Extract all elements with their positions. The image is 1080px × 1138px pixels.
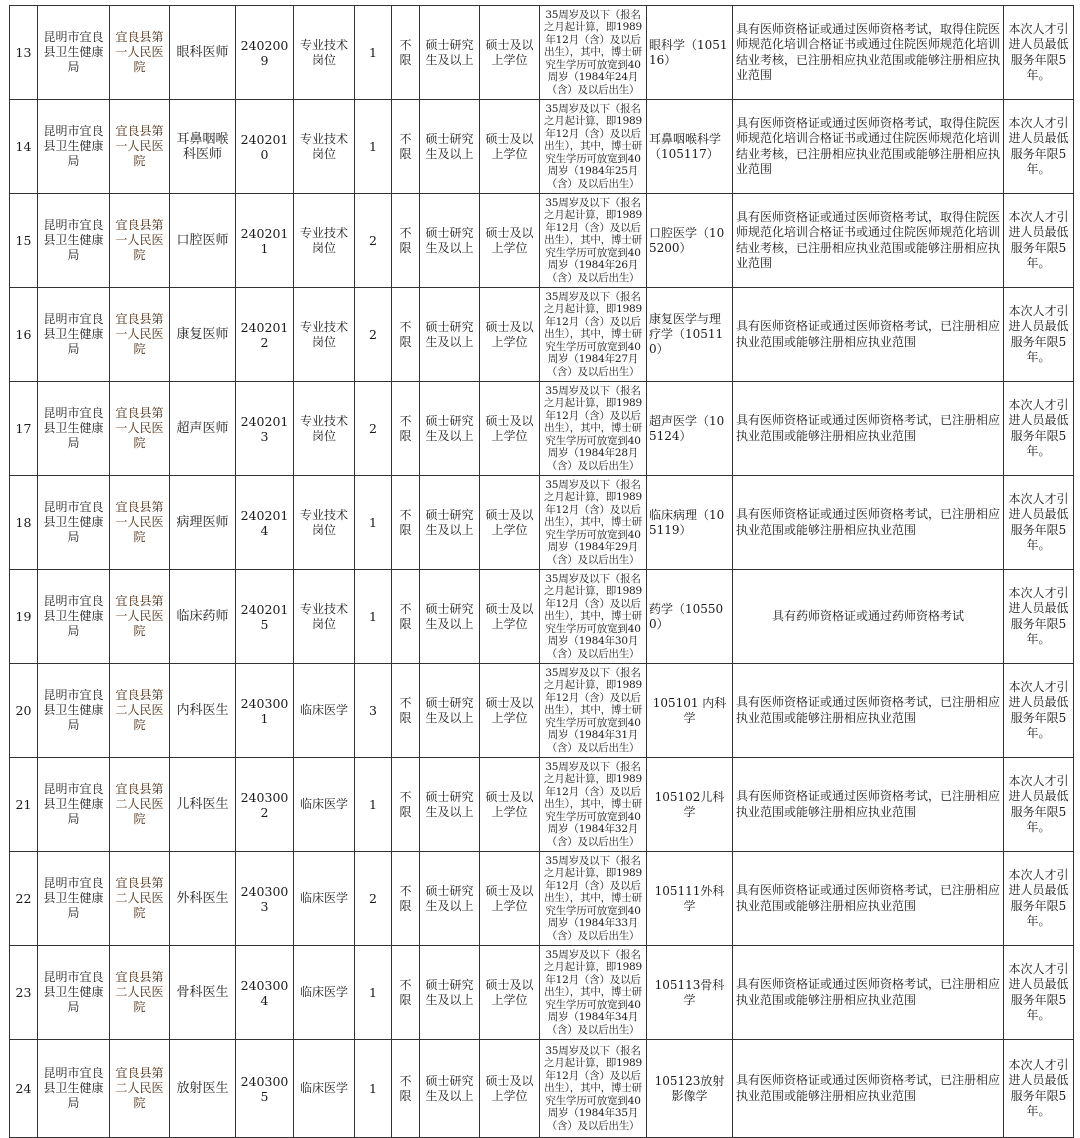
post-type-cell: 临床医学 <box>294 1040 355 1138</box>
headcount-cell: 1 <box>355 946 392 1040</box>
post-name-cell: 儿科医生 <box>170 758 236 852</box>
major-cell: 105113骨科学 <box>647 946 733 1040</box>
note-cell: 本次人才引进人员最低服务年限5年。 <box>1004 100 1074 194</box>
qualification-cell: 具有医师资格证或通过医师资格考试，取得住院医师规范化培训合格证书或通过住院医师规范化培训结业考核，已注册相应执业范围或能够注册相应执业范围 <box>733 100 1004 194</box>
headcount-cell: 1 <box>355 1040 392 1138</box>
hospital-cell: 宜良县第一人民医院 <box>110 570 170 664</box>
gender-limit-cell: 不限 <box>392 664 420 758</box>
gender-limit-cell: 不限 <box>392 288 420 382</box>
age-requirement-cell: 35周岁及以下（报名之月起计算，即1989年12月（含）及以后出生），其中，博士研究生学历可放宽到40周岁（1984年28月（含）及以后出生） <box>540 382 647 476</box>
department-cell: 昆明市宜良县卫生健康局 <box>38 852 110 946</box>
table-row <box>10 946 1074 1040</box>
table-row <box>10 570 1074 664</box>
major-cell: 105102儿科学 <box>647 758 733 852</box>
post-name-cell: 放射医生 <box>170 1040 236 1138</box>
row-number: 13 <box>10 6 38 100</box>
degree-cell: 硕士及以上学位 <box>480 382 540 476</box>
headcount-cell: 1 <box>355 570 392 664</box>
major-cell: 药学（105500） <box>647 570 733 664</box>
qualification-cell: 具有医师资格证或通过医师资格考试，已注册相应执业范围或能够注册相应执业范围 <box>733 758 1004 852</box>
major-cell: 耳鼻咽喉科学（105117） <box>647 100 733 194</box>
department-cell: 昆明市宜良县卫生健康局 <box>38 1040 110 1138</box>
post-code-cell: 2403003 <box>236 852 294 946</box>
department-cell: 昆明市宜良县卫生健康局 <box>38 664 110 758</box>
headcount-cell: 1 <box>355 758 392 852</box>
post-code-cell: 2403001 <box>236 664 294 758</box>
hospital-cell: 宜良县第一人民医院 <box>110 382 170 476</box>
gender-limit-cell: 不限 <box>392 946 420 1040</box>
education-cell: 硕士研究生及以上 <box>420 946 480 1040</box>
note-cell: 本次人才引进人员最低服务年限5年。 <box>1004 664 1074 758</box>
note-cell: 本次人才引进人员最低服务年限5年。 <box>1004 1040 1074 1138</box>
hospital-cell: 宜良县第一人民医院 <box>110 194 170 288</box>
age-requirement-cell: 35周岁及以下（报名之月起计算，即1989年12月（含）及以后出生），其中，博士研究生学历可放宽到40周岁（1984年34月（含）及以后出生） <box>540 946 647 1040</box>
degree-cell: 硕士及以上学位 <box>480 100 540 194</box>
major-cell: 105111外科学 <box>647 852 733 946</box>
row-number: 14 <box>10 100 38 194</box>
department-cell: 昆明市宜良县卫生健康局 <box>38 946 110 1040</box>
hospital-cell: 宜良县第二人民医院 <box>110 664 170 758</box>
major-cell: 超声医学（105124） <box>647 382 733 476</box>
headcount-cell: 2 <box>355 194 392 288</box>
table-row <box>10 476 1074 570</box>
education-cell: 硕士研究生及以上 <box>420 100 480 194</box>
qualification-cell: 具有医师资格证或通过医师资格考试，取得住院医师规范化培训合格证书或通过住院医师规范化培训结业考核，已注册相应执业范围或能够注册相应执业范围 <box>733 194 1004 288</box>
age-requirement-cell: 35周岁及以下（报名之月起计算，即1989年12月（含）及以后出生），其中，博士研究生学历可放宽到40周岁（1984年29月（含）及以后出生） <box>540 476 647 570</box>
row-number: 23 <box>10 946 38 1040</box>
post-code-cell: 2402009 <box>236 6 294 100</box>
degree-cell: 硕士及以上学位 <box>480 288 540 382</box>
department-cell: 昆明市宜良县卫生健康局 <box>38 570 110 664</box>
department-cell: 昆明市宜良县卫生健康局 <box>38 100 110 194</box>
gender-limit-cell: 不限 <box>392 1040 420 1138</box>
note-cell: 本次人才引进人员最低服务年限5年。 <box>1004 946 1074 1040</box>
qualification-cell: 具有医师资格证或通过医师资格考试，已注册相应执业范围或能够注册相应执业范围 <box>733 664 1004 758</box>
post-type-cell: 专业技术岗位 <box>294 100 355 194</box>
department-cell: 昆明市宜良县卫生健康局 <box>38 758 110 852</box>
education-cell: 硕士研究生及以上 <box>420 1040 480 1138</box>
gender-limit-cell: 不限 <box>392 570 420 664</box>
headcount-cell: 2 <box>355 288 392 382</box>
headcount-cell: 1 <box>355 476 392 570</box>
age-requirement-cell: 35周岁及以下（报名之月起计算，即1989年12月（含）及以后出生），其中，博士研究生学历可放宽到40周岁（1984年27月（含）及以后出生） <box>540 288 647 382</box>
degree-cell: 硕士及以上学位 <box>480 570 540 664</box>
hospital-cell: 宜良县第一人民医院 <box>110 476 170 570</box>
age-requirement-cell: 35周岁及以下（报名之月起计算，即1989年12月（含）及以后出生），其中，博士研究生学历可放宽到40周岁（1984年26月（含）及以后出生） <box>540 194 647 288</box>
hospital-cell: 宜良县第二人民医院 <box>110 946 170 1040</box>
age-requirement-cell: 35周岁及以下（报名之月起计算，即1989年12月（含）及以后出生），其中，博士研究生学历可放宽到40周岁（1984年30月（含）及以后出生） <box>540 570 647 664</box>
age-requirement-cell: 35周岁及以下（报名之月起计算，即1989年12月（含）及以后出生），其中，博士研究生学历可放宽到40周岁（1984年35月（含）及以后出生） <box>540 1040 647 1138</box>
major-cell: 105123放射影像学 <box>647 1040 733 1138</box>
table-row <box>10 852 1074 946</box>
hospital-cell: 宜良县第一人民医院 <box>110 6 170 100</box>
note-cell: 本次人才引进人员最低服务年限5年。 <box>1004 6 1074 100</box>
education-cell: 硕士研究生及以上 <box>420 664 480 758</box>
recruitment-table <box>9 5 1074 1138</box>
post-name-cell: 临床药师 <box>170 570 236 664</box>
post-name-cell: 超声医师 <box>170 382 236 476</box>
row-number: 24 <box>10 1040 38 1138</box>
post-name-cell: 骨科医生 <box>170 946 236 1040</box>
gender-limit-cell: 不限 <box>392 194 420 288</box>
department-cell: 昆明市宜良县卫生健康局 <box>38 194 110 288</box>
note-cell: 本次人才引进人员最低服务年限5年。 <box>1004 194 1074 288</box>
table-row <box>10 382 1074 476</box>
post-code-cell: 2402013 <box>236 382 294 476</box>
post-type-cell: 专业技术岗位 <box>294 6 355 100</box>
headcount-cell: 2 <box>355 852 392 946</box>
row-number: 19 <box>10 570 38 664</box>
post-name-cell: 耳鼻咽喉科医师 <box>170 100 236 194</box>
qualification-cell: 具有医师资格证或通过医师资格考试，已注册相应执业范围或能够注册相应执业范围 <box>733 1040 1004 1138</box>
qualification-cell: 具有药师资格证或通过药师资格考试 <box>733 570 1004 664</box>
post-type-cell: 专业技术岗位 <box>294 382 355 476</box>
post-code-cell: 2402010 <box>236 100 294 194</box>
hospital-cell: 宜良县第一人民医院 <box>110 100 170 194</box>
education-cell: 硕士研究生及以上 <box>420 6 480 100</box>
post-type-cell: 临床医学 <box>294 946 355 1040</box>
education-cell: 硕士研究生及以上 <box>420 852 480 946</box>
post-code-cell: 2402011 <box>236 194 294 288</box>
row-number: 20 <box>10 664 38 758</box>
department-cell: 昆明市宜良县卫生健康局 <box>38 476 110 570</box>
table-body <box>10 6 1074 1138</box>
note-cell: 本次人才引进人员最低服务年限5年。 <box>1004 570 1074 664</box>
degree-cell: 硕士及以上学位 <box>480 1040 540 1138</box>
post-code-cell: 2402015 <box>236 570 294 664</box>
post-code-cell: 2402014 <box>236 476 294 570</box>
degree-cell: 硕士及以上学位 <box>480 758 540 852</box>
gender-limit-cell: 不限 <box>392 6 420 100</box>
education-cell: 硕士研究生及以上 <box>420 570 480 664</box>
headcount-cell: 1 <box>355 100 392 194</box>
table-row <box>10 288 1074 382</box>
post-type-cell: 专业技术岗位 <box>294 194 355 288</box>
post-name-cell: 口腔医师 <box>170 194 236 288</box>
education-cell: 硕士研究生及以上 <box>420 382 480 476</box>
post-type-cell: 专业技术岗位 <box>294 570 355 664</box>
qualification-cell: 具有医师资格证或通过医师资格考试，取得住院医师规范化培训合格证书或通过住院医师规范化培训结业考核，已注册相应执业范围或能够注册相应执业范围 <box>733 6 1004 100</box>
degree-cell: 硕士及以上学位 <box>480 852 540 946</box>
post-name-cell: 眼科医师 <box>170 6 236 100</box>
hospital-cell: 宜良县第二人民医院 <box>110 852 170 946</box>
table-row <box>10 758 1074 852</box>
row-number: 21 <box>10 758 38 852</box>
age-requirement-cell: 35周岁及以下（报名之月起计算，即1989年12月（含）及以后出生），其中，博士研究生学历可放宽到40周岁（1984年31月（含）及以后出生） <box>540 664 647 758</box>
age-requirement-cell: 35周岁及以下（报名之月起计算，即1989年12月（含）及以后出生），其中，博士研究生学历可放宽到40周岁（1984年25月（含）及以后出生） <box>540 100 647 194</box>
row-number: 17 <box>10 382 38 476</box>
qualification-cell: 具有医师资格证或通过医师资格考试，已注册相应执业范围或能够注册相应执业范围 <box>733 288 1004 382</box>
degree-cell: 硕士及以上学位 <box>480 194 540 288</box>
major-cell: 口腔医学（105200） <box>647 194 733 288</box>
gender-limit-cell: 不限 <box>392 476 420 570</box>
post-name-cell: 病理医师 <box>170 476 236 570</box>
major-cell: 105101 内科学 <box>647 664 733 758</box>
age-requirement-cell: 35周岁及以下（报名之月起计算，即1989年12月（含）及以后出生），其中，博士研究生学历可放宽到40周岁（1984年32月（含）及以后出生） <box>540 758 647 852</box>
department-cell: 昆明市宜良县卫生健康局 <box>38 288 110 382</box>
table-row <box>10 664 1074 758</box>
department-cell: 昆明市宜良县卫生健康局 <box>38 382 110 476</box>
headcount-cell: 2 <box>355 382 392 476</box>
row-number: 16 <box>10 288 38 382</box>
gender-limit-cell: 不限 <box>392 382 420 476</box>
headcount-cell: 3 <box>355 664 392 758</box>
degree-cell: 硕士及以上学位 <box>480 6 540 100</box>
headcount-cell: 1 <box>355 6 392 100</box>
table-row <box>10 100 1074 194</box>
age-requirement-cell: 35周岁及以下（报名之月起计算，即1989年12月（含）及以后出生），其中，博士研究生学历可放宽到40周岁（1984年24月（含）及以后出生） <box>540 6 647 100</box>
row-number: 18 <box>10 476 38 570</box>
post-type-cell: 临床医学 <box>294 664 355 758</box>
age-requirement-cell: 35周岁及以下（报名之月起计算，即1989年12月（含）及以后出生），其中，博士研究生学历可放宽到40周岁（1984年33月（含）及以后出生） <box>540 852 647 946</box>
degree-cell: 硕士及以上学位 <box>480 476 540 570</box>
education-cell: 硕士研究生及以上 <box>420 758 480 852</box>
note-cell: 本次人才引进人员最低服务年限5年。 <box>1004 758 1074 852</box>
row-number: 15 <box>10 194 38 288</box>
post-type-cell: 专业技术岗位 <box>294 476 355 570</box>
post-code-cell: 2403005 <box>236 1040 294 1138</box>
qualification-cell: 具有医师资格证或通过医师资格考试，已注册相应执业范围或能够注册相应执业范围 <box>733 852 1004 946</box>
note-cell: 本次人才引进人员最低服务年限5年。 <box>1004 382 1074 476</box>
hospital-cell: 宜良县第二人民医院 <box>110 1040 170 1138</box>
education-cell: 硕士研究生及以上 <box>420 194 480 288</box>
post-type-cell: 临床医学 <box>294 758 355 852</box>
department-cell: 昆明市宜良县卫生健康局 <box>38 6 110 100</box>
post-code-cell: 2403002 <box>236 758 294 852</box>
row-number: 22 <box>10 852 38 946</box>
hospital-cell: 宜良县第二人民医院 <box>110 758 170 852</box>
gender-limit-cell: 不限 <box>392 100 420 194</box>
post-code-cell: 2403004 <box>236 946 294 1040</box>
degree-cell: 硕士及以上学位 <box>480 664 540 758</box>
note-cell: 本次人才引进人员最低服务年限5年。 <box>1004 288 1074 382</box>
qualification-cell: 具有医师资格证或通过医师资格考试，已注册相应执业范围或能够注册相应执业范围 <box>733 946 1004 1040</box>
post-type-cell: 专业技术岗位 <box>294 288 355 382</box>
major-cell: 康复医学与理疗学（105110） <box>647 288 733 382</box>
gender-limit-cell: 不限 <box>392 852 420 946</box>
education-cell: 硕士研究生及以上 <box>420 476 480 570</box>
qualification-cell: 具有医师资格证或通过医师资格考试，已注册相应执业范围或能够注册相应执业范围 <box>733 476 1004 570</box>
table-row <box>10 194 1074 288</box>
post-name-cell: 内科医生 <box>170 664 236 758</box>
table-row <box>10 1040 1074 1138</box>
hospital-cell: 宜良县第一人民医院 <box>110 288 170 382</box>
degree-cell: 硕士及以上学位 <box>480 946 540 1040</box>
major-cell: 眼科学（105116） <box>647 6 733 100</box>
post-name-cell: 康复医师 <box>170 288 236 382</box>
table-row <box>10 6 1074 100</box>
post-type-cell: 临床医学 <box>294 852 355 946</box>
major-cell: 临床病理（105119） <box>647 476 733 570</box>
qualification-cell: 具有医师资格证或通过医师资格考试，已注册相应执业范围或能够注册相应执业范围 <box>733 382 1004 476</box>
note-cell: 本次人才引进人员最低服务年限5年。 <box>1004 852 1074 946</box>
education-cell: 硕士研究生及以上 <box>420 288 480 382</box>
note-cell: 本次人才引进人员最低服务年限5年。 <box>1004 476 1074 570</box>
gender-limit-cell: 不限 <box>392 758 420 852</box>
post-name-cell: 外科医生 <box>170 852 236 946</box>
post-code-cell: 2402012 <box>236 288 294 382</box>
